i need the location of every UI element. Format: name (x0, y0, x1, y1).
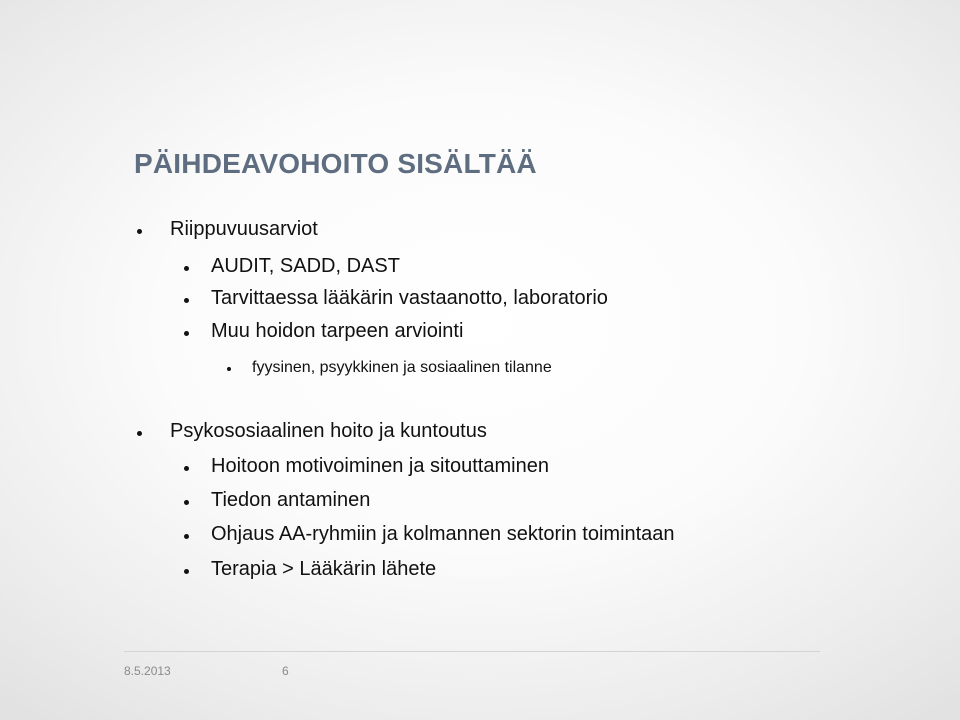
bullet-item-level2 (211, 489, 370, 512)
bullet-text: AUDIT, SADD, DAST (211, 255, 400, 277)
bullet-item-level1 (170, 218, 318, 241)
bullet-text: Tarvittaessa lääkärin vastaanotto, laboratorio (211, 287, 608, 309)
bullet-dot-icon (184, 500, 189, 505)
bullet-text: Hoitoon motivoiminen ja sitouttaminen (211, 455, 549, 477)
bullet-dot-icon (184, 331, 189, 336)
bullet-dot-icon (137, 431, 142, 436)
bullet-item-level3 (252, 359, 552, 377)
bullet-dot-icon (184, 298, 189, 303)
slide-title: PÄIHDEAVOHOITO SISÄLTÄÄ (134, 148, 537, 179)
bullet-item-level2 (211, 455, 549, 478)
bullet-text: Riippuvuusarviot (170, 218, 318, 240)
bullet-dot-icon (184, 466, 189, 471)
bullet-dot-icon (184, 569, 189, 574)
bullet-item-level2 (211, 287, 608, 310)
bullet-text: fyysinen, psyykkinen ja sosiaalinen tilanne (252, 359, 552, 376)
footer-divider (124, 651, 820, 652)
footer-date: 8.5.2013 (124, 664, 171, 678)
bullet-text: Terapia > Lääkärin lähete (211, 558, 437, 580)
bullet-dot-icon (227, 367, 231, 371)
bullet-dot-icon (137, 229, 142, 234)
bullet-dot-icon (184, 534, 189, 539)
bullet-text: Muu hoidon tarpeen arviointi (211, 320, 464, 342)
bullet-item-level2 (211, 558, 436, 581)
bullet-item-level2 (211, 523, 675, 546)
bullet-text: Psykososiaalinen hoito ja kuntoutus (170, 420, 487, 442)
bullet-item-level2 (211, 320, 463, 343)
bullet-item-level1 (170, 420, 487, 443)
bullet-item-level2 (211, 255, 400, 278)
bullet-text: Tiedon antaminen (211, 489, 371, 511)
bullet-dot-icon (184, 266, 189, 271)
bullet-text: Ohjaus AA-ryhmiin ja kolmannen sektorin toimintaan (211, 523, 675, 545)
footer-page-number: 6 (282, 664, 289, 678)
